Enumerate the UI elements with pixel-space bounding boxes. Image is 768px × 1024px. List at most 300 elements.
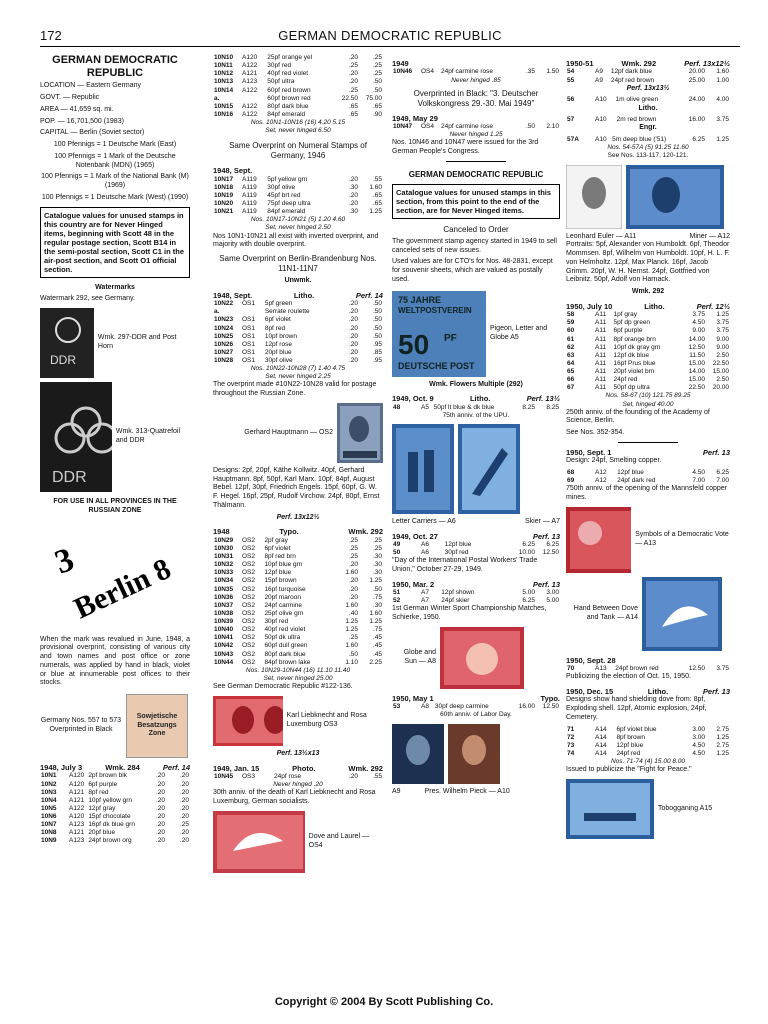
description: 50pf dk ultra (264, 634, 301, 642)
used-value: 2.10 (546, 123, 559, 130)
unused-value: .25 (348, 553, 358, 560)
design-type: A8 (421, 703, 429, 711)
issue-date: 1949, Oct. 9 (392, 394, 434, 404)
description: 60pf dull green (264, 642, 308, 650)
description: 24pf brown red (615, 665, 659, 673)
unused-value: .25 (348, 536, 358, 544)
used-value: .75 (372, 593, 382, 601)
design-type: A11 (595, 327, 607, 335)
design-type: OS2 (242, 642, 256, 650)
stamp-text: DEUTSCHE POST (398, 360, 475, 371)
catalogue-number: 10N37 (214, 601, 234, 609)
upu-stamp (392, 291, 486, 377)
germany-overprint-caption: Germany Nos. 557 to 573 Overprinted in Black (40, 717, 122, 734)
catalogue-number: 50 (393, 549, 401, 557)
a9-stamp (392, 724, 444, 784)
stamp-table (213, 54, 383, 119)
catalogue-number: a. (214, 308, 220, 316)
stamp-row (392, 589, 560, 597)
stamp-value: 50 (398, 328, 430, 360)
stamp-table (566, 311, 730, 392)
description: 25pf olive grn (264, 609, 304, 617)
catalogue-number: 10N25 (214, 332, 234, 340)
catalogue-number: 10N10 (214, 54, 234, 61)
unused-value: 1.60 (345, 569, 358, 577)
cto-heading: Canceled to Order (443, 224, 509, 234)
used-value: .30 (372, 601, 382, 609)
stamp-row (566, 352, 730, 360)
svg-text:DDR: DDR (50, 353, 76, 368)
unused-value: .20 (348, 357, 358, 364)
description: 24pf dark red (617, 477, 656, 485)
design-type: OS1 (242, 340, 256, 348)
used-value: 1.25 (369, 208, 382, 216)
stamp-table (213, 300, 383, 365)
info-line: AREA — 41,659 sq. mi. (40, 105, 114, 113)
used-value: 1.60 (369, 609, 382, 617)
catalogue-number: 59 (567, 319, 575, 327)
design-type: OS1 (242, 300, 256, 308)
unused-value: 12.50 (688, 665, 705, 673)
listing-heading (566, 687, 730, 696)
stamp-row (566, 665, 730, 673)
a8-caption: Globe and Sun — A8 (403, 649, 436, 665)
a5-caption: Pigeon, Letter and Globe A5 (489, 324, 548, 341)
issue-date: 1950-51 (566, 59, 594, 68)
catalogue-number: 57 (567, 116, 575, 124)
design-type: OS2 (242, 561, 256, 569)
unused-value: .25 (348, 634, 358, 642)
design-type: A6 (421, 549, 429, 557)
a15-caption: Tobogganing A15 (658, 804, 713, 812)
catalogue-number: 10N27 (214, 348, 234, 356)
stamp-row (213, 651, 383, 659)
design-note: Designs show hand shielding dove from: 8pf, Exploding shell. 12pf, Atomic explosion, 24pf, Cemetery. (566, 696, 707, 721)
unused-value: .30 (348, 183, 358, 191)
catalogue-number: 73 (567, 741, 575, 749)
stamp-row (40, 781, 190, 789)
issue-date: 1948, Sept. (213, 290, 253, 300)
design-type: A120 (69, 813, 85, 821)
used-value: .30 (372, 553, 382, 560)
stamp-row (213, 192, 383, 200)
column-4 (566, 54, 730, 843)
listing-heading (213, 291, 383, 300)
a9-a10-captions (392, 788, 560, 797)
used-value: 2.75 (716, 725, 729, 733)
set-total: Nos. 58-67 (10) 121.75 89.25 (605, 392, 691, 400)
design-type: A6 (421, 541, 429, 548)
used-value: 12.50 (542, 549, 559, 557)
stamp-row (213, 208, 383, 216)
design-type: A11 (595, 359, 607, 367)
listing-heading (566, 302, 730, 311)
description: 5m deep blue ('51) (612, 136, 667, 144)
description: 16pf turquoise (264, 585, 306, 593)
description: 10pf brown (264, 332, 297, 340)
stamp-table (566, 665, 730, 673)
dove-stamp (213, 811, 305, 873)
design-type: A13 (595, 665, 607, 673)
issue-date: 1949, Jan. 15 (213, 763, 260, 773)
unused-value: .20 (348, 577, 358, 585)
used-value: 6.25 (716, 469, 729, 476)
description: 12pf dk blue (613, 351, 649, 359)
watermark-label: Wmk. Flowers Multiple (292) (429, 380, 523, 388)
unused-value: .20 (155, 821, 165, 829)
liebknecht-stamp (213, 696, 283, 746)
os4-figure (213, 811, 383, 873)
stamp-row (213, 594, 383, 602)
used-value: .20 (179, 772, 189, 780)
unused-value: 3.00 (692, 725, 705, 733)
watermark-label: Wmk. 292 (631, 288, 665, 295)
listing-heading (392, 59, 560, 68)
never-hinged: Never hinged 1.25 (449, 131, 503, 139)
design-type: A121 (242, 70, 258, 78)
stamp-row (392, 123, 560, 131)
used-value: 1.25 (369, 618, 382, 625)
stamp-row (213, 357, 383, 365)
used-value: .65 (372, 200, 382, 207)
info-line: CAPITAL — Berlin (Soviet sector) (40, 129, 145, 137)
berlin-overprint-image (40, 519, 190, 634)
ovpt-line: Zone (148, 730, 166, 738)
stamp-row (566, 368, 730, 376)
catalogue-number: 10N2 (41, 780, 57, 788)
unused-value: .20 (348, 54, 358, 61)
design-note: Designs: 2pf, 20pf, Käthe Kollwitz. 40pf, Gerhard Hauptmann. 8pf, 50pf, Karl Marx. 10pf, 84pf, August Bebel. 12pf, 30pf, Friedrich Engels. 15pf, 60pf, G. W. F. Hegel. 16pf, 25pf, Rudolf Virchow. 24pf, 80pf, Ernst Thälmann. (213, 466, 380, 509)
divider (618, 442, 678, 443)
design-type: A120 (69, 772, 85, 780)
design-type (241, 308, 264, 316)
unused-value: 6.25 (692, 136, 705, 144)
used-value: 7.00 (716, 477, 729, 485)
stamp-row (566, 136, 730, 144)
catalogue-number: 10N24 (214, 324, 234, 332)
perforation: Perf. 14 (162, 763, 190, 773)
description: 5pf dp green (613, 319, 651, 327)
stamp-row (40, 805, 190, 813)
unused-value: 1.10 (345, 658, 358, 666)
description: 5pf green (264, 300, 293, 308)
catalogue-number: 10N26 (214, 340, 234, 348)
stamp-row (213, 341, 383, 349)
used-value: .50 (372, 585, 382, 593)
description: 60pf brown red (267, 94, 311, 102)
used-value: .65 (372, 102, 382, 110)
unused-value: 6.25 (522, 597, 535, 605)
unused-value: 12.50 (688, 343, 705, 351)
unused-value: 4.50 (692, 741, 705, 749)
catalogue-number: 10N46 (393, 68, 413, 76)
unused-value: 20.00 (688, 68, 705, 76)
catalogue-number: 52 (393, 597, 401, 605)
used-value: .75 (372, 626, 382, 634)
catalogue-number: 10N1 (41, 772, 57, 780)
used-value: .50 (372, 300, 382, 308)
description: 24pf carmine rose (441, 123, 494, 130)
perforation: Perf. 13 (532, 579, 560, 589)
catalogue-number: 10N40 (214, 626, 234, 634)
used-value: 2.50 (716, 351, 729, 359)
germany-overprint-figure (40, 694, 190, 758)
stamp-row (566, 116, 730, 124)
stamp-row (40, 829, 190, 837)
overprint-paragraph: When the mark was revalued in June, 1948, a provisional overprint, consisting of various city and town names and post office or zone numerals, was applied by hand in black, violet or blue at innumerable post offices to their stocks. (40, 635, 190, 687)
used-value: .45 (372, 634, 382, 642)
unused-value: .20 (348, 561, 358, 569)
stamp-table (566, 726, 730, 759)
design-type: A11 (595, 343, 607, 351)
design-type: A122 (69, 804, 85, 812)
description: Serrate roulette (264, 308, 310, 316)
description: 2pf gray (264, 536, 288, 544)
stamp-row (566, 311, 730, 319)
stamp-row (566, 327, 730, 335)
section-title: GERMAN DEMOCRATIC REPUBLIC (408, 169, 544, 179)
description: 12pf dark blue (610, 68, 653, 76)
see-also: See German Democratic Republic #122-136. (213, 683, 353, 690)
a10-caption: Pres. Wilhelm Pieck — A10 (424, 787, 510, 795)
perforation: Perf. 12½ (696, 301, 730, 311)
used-value: .20 (179, 788, 189, 796)
listing-heading (392, 114, 560, 123)
catalogue-number: 55 (567, 76, 575, 84)
used-value: 15.00 (712, 368, 729, 375)
stamp-row (40, 789, 190, 797)
unused-value: 6.25 (522, 541, 535, 548)
used-value: .30 (372, 561, 382, 569)
catalogue-number: 65 (567, 368, 575, 375)
design-note: Design: 24pf, Smelting copper. (566, 457, 662, 465)
catalogue-number: 66 (567, 376, 575, 384)
design-type: A123 (242, 78, 258, 86)
stamp-table (213, 773, 383, 781)
catalogue-number: 71 (567, 725, 575, 733)
used-value: .30 (372, 569, 382, 577)
catalogue-note-box: Catalogue values for unused stamps in this country are for Never Hinged items, beginning with Scott 48 in the regular postage section, Scott B14 in the semi-postal section, Scott C1 in the air-post section, and Scott O1 official section. (40, 207, 190, 278)
used-value: 1.50 (546, 68, 559, 76)
used-value: .25 (372, 62, 382, 70)
a12-caption: Miner — A12 (689, 232, 730, 240)
stamp-row (213, 569, 383, 577)
catalogue-number: 10N34 (214, 577, 234, 585)
design-type: A11 (595, 368, 607, 375)
catalogue-number: 10N12 (214, 70, 234, 78)
description: 1m olive green (615, 96, 659, 104)
unused-value: 16.00 (688, 116, 705, 124)
unused-value: 5.00 (522, 589, 535, 597)
os4-caption: Dove and Laurel — OS4 (308, 832, 369, 849)
watermark-297-image (40, 308, 94, 378)
used-value: 1.60 (369, 183, 382, 191)
catalogue-number: 10N33 (214, 569, 234, 577)
description: 12pf rose (264, 340, 292, 348)
design-type: OS1 (242, 332, 256, 340)
design-type: OS2 (242, 544, 256, 552)
used-value: 1.25 (716, 311, 729, 319)
stamp-row (40, 813, 190, 821)
issue-date: 1950, Dec. 15 (566, 687, 614, 696)
a11-a12-captions (566, 233, 730, 242)
description: 8pf brown (616, 733, 645, 741)
catalogue-number: 58 (567, 311, 575, 319)
set-total-nh: Set, never hinged 6.50 (265, 127, 331, 135)
issue-date: 1950, May 1 (392, 693, 434, 703)
unused-value: .25 (348, 86, 358, 94)
stamp-row (213, 553, 383, 561)
used-value: 1.25 (716, 136, 729, 144)
os2-figure (213, 403, 383, 463)
description: 15pf chocolate (88, 813, 131, 821)
overprint-stamp (126, 694, 188, 758)
used-value: .50 (372, 78, 382, 86)
used-value: .20 (179, 796, 189, 804)
design-type: OS1 (242, 324, 256, 332)
used-value: .25 (372, 544, 382, 552)
used-value: 5.00 (546, 597, 559, 605)
note: 75th anniv. of the UPU. (442, 411, 510, 419)
toboggan-stamp (566, 779, 654, 839)
header-rule (40, 46, 740, 47)
catalogue-number: 10N19 (214, 191, 234, 199)
unused-value: .20 (155, 804, 165, 812)
used-value: 75.00 (365, 94, 382, 102)
catalogue-number: 49 (393, 541, 401, 548)
stamp-row (213, 618, 383, 626)
design-type: A119 (242, 200, 257, 207)
catalogue-number: 10N28 (214, 357, 234, 364)
design-type: A12 (595, 477, 607, 485)
issue-date: 1949 (392, 59, 409, 68)
unused-value: 1.25 (345, 618, 358, 625)
stamp-row (213, 545, 383, 553)
svg-text:Berlin 8: Berlin 8 (69, 551, 176, 625)
issue-date: 1950, July 10 (566, 301, 613, 311)
perforation: Perf. 13 (532, 531, 560, 541)
description: 30pf red (264, 618, 289, 625)
listing-heading (213, 764, 383, 773)
stamp-row (213, 333, 383, 341)
issue-date: 1948 (213, 527, 230, 537)
description: 80pf dark blue (267, 102, 309, 110)
column-1 (40, 54, 190, 846)
design-type: A14 (595, 750, 607, 757)
used-value: .85 (372, 348, 382, 356)
stamp-row (566, 360, 730, 368)
print-type: Litho. (644, 301, 665, 311)
catalogue-number: 10N44 (214, 658, 234, 666)
unused-value: 22.50 (341, 94, 358, 102)
catalogue-number: 10N18 (214, 183, 234, 191)
listing-heading (566, 59, 730, 68)
os3-caption: Karl Liebknecht and Rosa Luxemburg OS3 (286, 712, 367, 728)
used-value: 3.75 (716, 327, 729, 335)
design-type: A11 (595, 319, 607, 327)
stamp-table (213, 537, 383, 667)
stamp-row (213, 602, 383, 610)
used-value: .20 (179, 837, 189, 845)
unused-value: .20 (348, 332, 358, 340)
design-type: A9 (595, 68, 603, 76)
design-type: OS2 (242, 553, 256, 560)
stamp-row (213, 200, 383, 208)
country-title: GERMAN DEMOCRATIC REPUBLIC (52, 54, 178, 79)
issue-date: 1948, July 3 (40, 763, 83, 773)
catalogue-number: 61 (567, 335, 575, 343)
divider (446, 161, 506, 162)
description: 50pf ultra (267, 78, 295, 86)
listing-heading (392, 532, 560, 541)
stamp-row (213, 95, 383, 103)
unused-value: 4.50 (692, 469, 705, 476)
unused-value: .20 (348, 348, 358, 356)
unused-value: 9.00 (692, 327, 705, 335)
watermark-label: Wmk. 284 (105, 763, 140, 773)
catalogue-number: 10N42 (214, 642, 234, 650)
stamp-row (566, 477, 730, 485)
unused-value: .20 (155, 813, 165, 821)
used-value: .50 (372, 332, 382, 340)
catalogue-number: 10N38 (214, 609, 234, 617)
design-type: A120 (242, 54, 258, 61)
print-type: Litho. (293, 290, 315, 300)
description: 12pf blue (616, 741, 644, 749)
description: 1pf gray (613, 311, 638, 319)
stamp-table (566, 136, 730, 144)
never-hinged: Never hinged .85 (451, 76, 501, 84)
description: 8pf orange brn (613, 335, 656, 343)
unused-value: .20 (348, 772, 358, 780)
listing-heading (392, 694, 560, 703)
design-type: OS2 (242, 634, 256, 642)
stamp-row (213, 308, 383, 316)
catalogue-number: 10N21 (214, 208, 234, 216)
catalogue-number: 10N39 (214, 618, 234, 625)
unused-value: 1.25 (345, 626, 358, 634)
catalogue-number: 56 (567, 96, 575, 104)
unused-value: 22.50 (688, 384, 705, 392)
catalogue-number: 63 (567, 351, 575, 359)
description: 80pf dark blue (264, 650, 306, 658)
description: 20pf blue (88, 829, 116, 837)
note: 750th anniv. of the opening of the Mannsfeld copper mines. (566, 485, 727, 501)
stamp-table (566, 96, 730, 104)
catalogue-number: 10N7 (41, 821, 57, 829)
listing-heading (213, 527, 383, 536)
a6-a7-figure (392, 424, 560, 514)
pieck-stamp (448, 724, 500, 784)
note: Issued to publicize the "Fight for Peace." (566, 766, 692, 774)
unused-value: .25 (348, 62, 358, 70)
catalogue-number: 10N30 (214, 544, 234, 552)
watermarks-heading: Watermarks (95, 283, 135, 291)
note: Nos. 10N46 and 10N47 were issued for the 3rd German People's Congress. (392, 139, 539, 155)
used-value: 1.00 (716, 76, 729, 84)
used-value: 2.25 (369, 658, 382, 666)
note: 1st German Winter Sport Championship Matches, Schierke, 1950. (392, 605, 547, 622)
stamp-table (392, 123, 560, 131)
a6-a7-captions (392, 518, 560, 527)
note: 60th anniv. of Labor Day. (440, 711, 512, 719)
design-type: A119 (242, 175, 257, 183)
unused-value: .40 (348, 609, 358, 617)
set-total: Nos. 10N1-10N16 (16) 4.20 5.15 (250, 119, 346, 126)
description: 84pf emerald (267, 110, 306, 118)
note: 30th anniv. of the death of Karl Liebknecht and Rosa Luxemburg, German socialists. (213, 789, 376, 805)
a14-figure (566, 577, 730, 651)
